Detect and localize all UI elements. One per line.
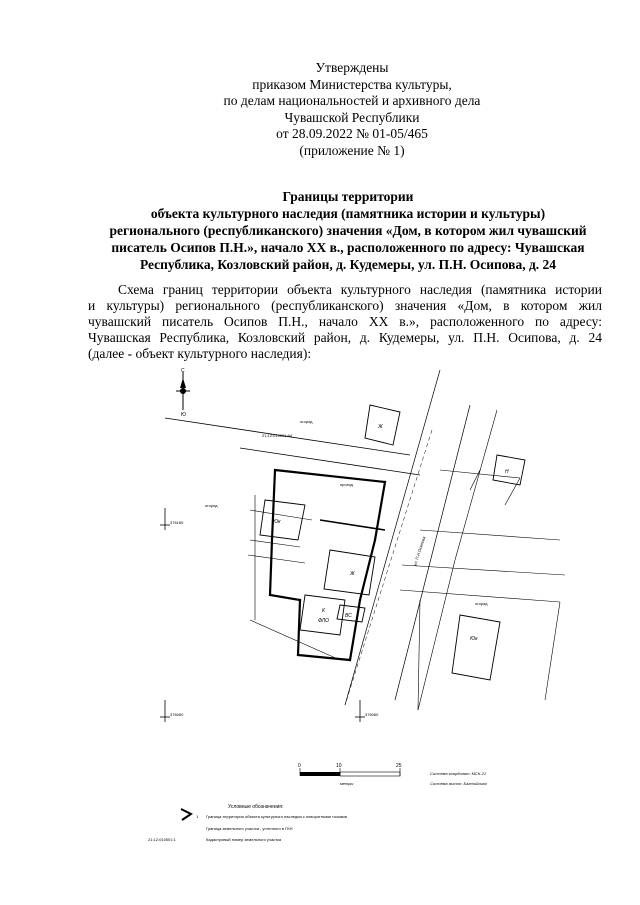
boundary-legend-icon xyxy=(181,809,191,820)
title-line: регионального (республиканского) значения «Дом, в котором жил чувашский xyxy=(109,223,587,238)
title-line: объекта культурного наследия (памятника истории и культуры) xyxy=(150,206,546,221)
height-system: Система высот: Балтийская xyxy=(430,781,487,786)
scale-unit: метры xyxy=(340,781,354,786)
map-label: огород xyxy=(205,503,218,508)
approval-line: Утверждены xyxy=(315,60,389,75)
paragraph-line: Чувашская Республика, Козловский район, д. Кудемеры, ул. П.Н. Осипова, д. 24 xyxy=(88,330,602,345)
approval-line: от 28.09.2022 № 01-05/465 xyxy=(276,126,428,141)
map-label: огород xyxy=(475,601,488,606)
legend-item: Кадастровый номер земельного участка xyxy=(206,837,282,842)
map-label: Н xyxy=(505,469,509,475)
grid-label: 376060 xyxy=(365,712,379,717)
approval-line: (приложение № 1) xyxy=(299,142,405,158)
grid-label: 376060 xyxy=(170,712,184,717)
map-label: Ж xyxy=(350,571,355,577)
compass-south: Ю xyxy=(181,412,187,418)
paragraph-line: (далее - объект культурного наследия): xyxy=(88,346,312,361)
approval-line: по делам национальностей и архивного дела xyxy=(223,93,481,108)
map-label: ФЛО xyxy=(318,618,330,624)
map-label: Юк xyxy=(470,636,478,642)
legend-title: Условные обозначения: xyxy=(228,804,284,810)
map-label: ВС xyxy=(345,613,352,619)
map-label: Ж xyxy=(378,424,383,430)
legend-item: Граница земельного участка , учтенного в ГКН xyxy=(206,826,293,831)
grid-marks xyxy=(160,508,365,722)
map-label: огород xyxy=(300,419,313,424)
compass-icon xyxy=(176,368,190,418)
map-label: проезд xyxy=(340,482,353,487)
parcel-lines xyxy=(165,370,565,710)
title-line: Границы территории xyxy=(282,189,414,204)
title-line: писатель Осипов П.Н.», начало XX в., расположенного по адресу: Чувашская xyxy=(111,240,585,255)
approval-line: приказом Министерства культуры, xyxy=(252,76,452,92)
scale-bar xyxy=(300,768,400,776)
grid-label: 376180 xyxy=(170,520,184,525)
paragraph-line: Схема границ территории объекта культурного наследия (памятника истории xyxy=(118,282,602,297)
scale-tick: 0 xyxy=(298,763,301,769)
buildings xyxy=(260,405,525,680)
coord-system: Система координат: МСК-21 xyxy=(430,771,487,776)
map-label: К xyxy=(322,608,325,614)
paragraph-line: чувашский писатель Осипов П.Н., начало XX в.», расположенного по адресу: xyxy=(88,314,602,329)
scale-tick: 10 xyxy=(336,763,342,769)
map-label: Юк xyxy=(273,519,281,525)
legend-item: Граница территории объекта культурного наследия с поворотными точками xyxy=(206,814,347,819)
legend-mark: 1 xyxy=(196,814,199,819)
compass-north: С xyxy=(181,368,185,374)
street-label: ул. П.Н.Осипова xyxy=(412,535,427,567)
approval-line: Чувашской Республики xyxy=(284,109,420,125)
paragraph-line: и культуры) регионального (республиканского) значения «Дом, в котором жил xyxy=(88,298,602,313)
title-line: Республика, Козловский район, д. Кудемеры, ул. П.Н. Осипова, д. 24 xyxy=(139,257,557,272)
cadastral-label: 21:12:010501:64 xyxy=(262,433,293,438)
scale-tick: 25 xyxy=(396,763,402,769)
legend-code: 21:12:010501:1 xyxy=(148,837,176,842)
